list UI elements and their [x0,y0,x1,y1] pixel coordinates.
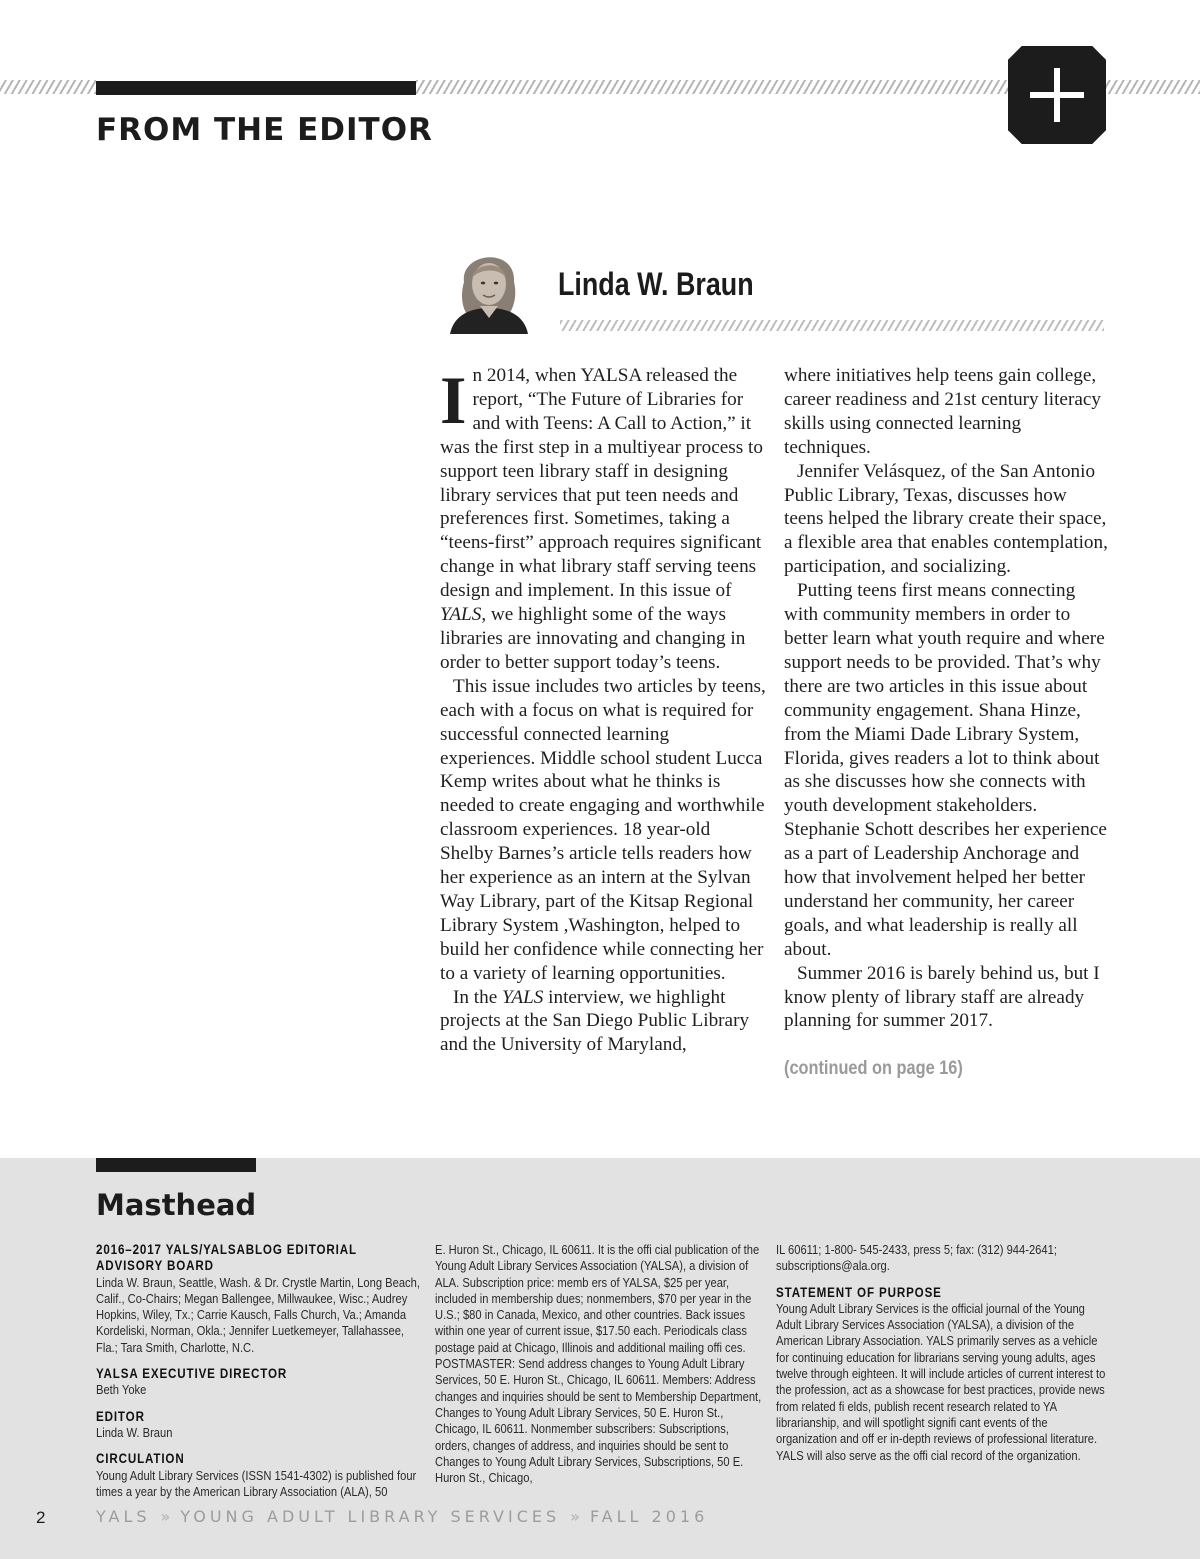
author-name: Linda W. Braun [558,266,754,302]
masthead-title: Masthead [96,1188,257,1222]
masthead-column-2 [435,1242,765,1496]
section-title-bar [96,81,416,95]
article-paragraph: In 2014, when YALSA released the report, “The Future of Libraries for and with Teens: A Call to Action,” it was the first step in a multiyear process to support teen library staff in designing library services that put teen needs and preferences first. Sometimes, taking a “teens-first” approach requires significant change in what library staff serving teens design and implement. In this issue of YALS, we highlight some of the ways libraries are innovating and changing in order to better support today’s teens. [440,362,763,673]
article-paragraph: Putting teens first means connecting with community members in order to better learn what youth require and where support needs to be provided. That’s why there are two articles in this issue about community engagement. Shana Hinze, from the Miami Dade Library System, Florida, gives readers a lot to think about as she discusses how she connects with youth development stakeholders. Stephanie Schott describes her experience as a part of Leadership Anchorage and how that involvement helped her better understand her community, her career goals, and what leadership is really all about. [784,580,1107,960]
circulation-heading: CIRCULATION [96,1451,185,1467]
article-paragraph: In the YALS interview, we highlight projects at the San Diego Public Library and the University of Maryland, [440,986,750,1056]
plus-icon [1008,46,1106,144]
running-footer: YALS » YOUNG ADULT LIBRARY SERVICES » FALL 2016 [96,1507,709,1526]
circulation-text: IL 60611; 1-800- 545-2433, press 5; fax: (312) 944-2641; subscriptions@ala.org. [776,1242,1057,1274]
header-hatch-left [0,80,96,94]
article-column-2 [784,364,1110,1081]
masthead-column-3 [776,1242,1111,1474]
article-paragraph: Jennifer Velásquez, of the San Antonio Public Library, Texas, discusses how teens helped the library create their space, a flexible area that enables contemplation, participation, and socializing. [784,460,1108,578]
author-hatch-rule [560,320,1104,331]
drop-cap: I [440,362,467,438]
article-paragraph: where initiatives help teens gain college, career readiness and 21st century literacy skills using connected learning techniques. [784,365,1101,458]
author-portrait [440,238,536,334]
section-title: FROM THE EDITOR [96,112,433,148]
article-paragraph: This issue includes two articles by teens, each with a focus on what is required for successful connected learning experiences. Middle school student Lucca Kemp writes about what he thinks is needed to create engaging and worthwhile classroom experiences. 18 year-old Shelby Barnes’s article tells readers how her experience as an intern at the Sylvan Way Library, part of the Kitsap Regional Library System ,Washington, helped to build her confidence while connecting her to a variety of learning opportunities. [440,675,766,984]
board-heading: 2016–2017 YALS/YALSABLOG EDITORIAL ADVISORY BOARD [96,1242,357,1274]
editor-heading: EDITOR [96,1408,145,1424]
director-text: Beth Yoke [96,1382,147,1398]
editor-text: Linda W. Braun [96,1424,173,1440]
masthead-column-1 [96,1242,426,1504]
purpose-text: Young Adult Library Services is the official journal of the Young Adult Library Services Association (YALSA), a division of the American Library Association. YALS primarily serves as a vehicle for continuing education for librarians serving young adults, ages twelve through eighteen. It will include articles of current interest to the profession, act as a showcase for best practices, provide news from related fi elds, publish recent research related to YA librarianship, and will spotlight signifi cant events of the organization and off er in-depth reviews of professional literature. YALS will also serve as the offi cial record of the organization. [776,1300,1106,1463]
director-heading: YALSA EXECUTIVE DIRECTOR [96,1366,288,1382]
circulation-text: Young Adult Library Services (ISSN 1541-4302) is published four times a year by the American Library Association (ALA), 50 [96,1467,417,1499]
board-text: Linda W. Braun, Seattle, Wash. & Dr. Crystle Martin, Long Beach, Calif., Co-Chairs; Megan Ballengee, Millwaukee, Wisc.; Audrey Hopkins, Wiley, Tx.; Carrie Kausch, Falls Church, Va.; Amanda Kordeliski, Norman, Okla.; Jennifer Luetkemeyer, Tallahassee, Fla.; Tara Smith, Charlotte, N.C. [96,1274,420,1355]
article-column-1 [440,364,766,1057]
purpose-heading: STATEMENT OF PURPOSE [776,1284,942,1300]
article-paragraph: Summer 2016 is barely behind us, but I know plenty of library staff are already planning for summer 2017. [784,962,1100,1032]
page-number: 2 [36,1508,46,1527]
continued-note: (continued on page 16) [784,1058,963,1080]
masthead-title-bar [96,1158,256,1172]
circulation-text: E. Huron St., Chicago, IL 60611. It is the offi cial publication of the Young Adult Library Services Association (YALSA), a division of ALA. Subscription price: memb ers of YALSA, $25 per year, included in membership dues; nonmembers, $70 per year in the U.S.; $80 in Canada, Mexico, and other countries. Back issues within one year of current issue, $17.50 each. Periodicals class postage paid at Chicago, Illinois and additional mailing offi ces. POSTMASTER: Send address changes to Young Adult Library Services, 50 E. Huron St., Chicago, IL 60611. Members: Address changes and inquiries should be sent to Membership Department, Changes to Young Adult Library Services, 50 E. Huron St., Chicago, IL 60611. Nonmember subscribers: Subscriptions, orders, changes of address, and inquiries should be sent to Changes to Young Adult Library Services, Subscriptions, 50 E. Huron St., Chicago, [435,1242,762,1486]
